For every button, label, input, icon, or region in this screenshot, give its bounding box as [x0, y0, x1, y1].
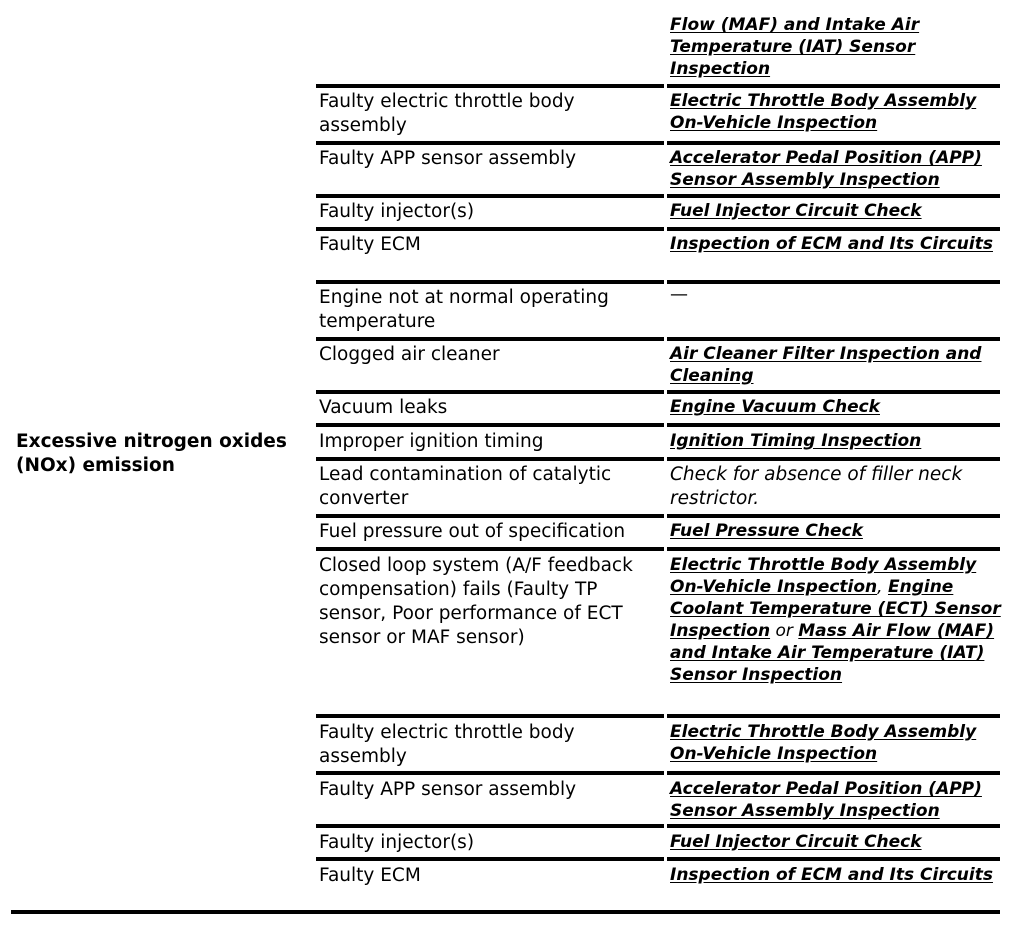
- row-divider: [667, 857, 1000, 861]
- ref-cell: [670, 721, 1010, 765]
- ref-cell: [670, 831, 1010, 853]
- row-divider: [667, 457, 1000, 461]
- row-divider: [667, 141, 1000, 145]
- cause-cell: Faulty injector(s): [319, 832, 475, 853]
- row-divider: [316, 84, 664, 88]
- ect-sensor-inspection-link[interactable]: Engine Coolant Temperature (ECT) Sensor Inspection: [670, 577, 1001, 641]
- ignition-timing-link[interactable]: Ignition Timing Inspection: [670, 431, 922, 451]
- row-divider: [667, 194, 1000, 198]
- row-divider: [316, 857, 664, 861]
- cause-cell: Faulty electric throttle body assembly: [319, 91, 575, 136]
- air-cleaner-inspection-link[interactable]: Air Cleaner Filter Inspection and Cleaning: [670, 344, 982, 386]
- ref-cell: [670, 520, 1010, 542]
- ref-cell: [670, 200, 1010, 222]
- app-sensor-inspection-link[interactable]: Accelerator Pedal Position (APP) Sensor Assembly Inspection: [670, 779, 982, 821]
- ref-cell: [670, 864, 1010, 886]
- app-sensor-inspection-link[interactable]: Accelerator Pedal Position (APP) Sensor Assembly Inspection: [670, 148, 982, 190]
- ref-cell-empty: —: [670, 284, 688, 305]
- injector-circuit-check-link[interactable]: Fuel Injector Circuit Check: [670, 201, 922, 221]
- table-bottom-rule: [11, 910, 1000, 914]
- cause-cell: Closed loop system (A/F feedback compensation) fails (Faulty TP sensor, Poor performance of ECT sensor or MAF sensor): [319, 555, 633, 648]
- row-divider: [667, 423, 1000, 427]
- condition-label: Excessive nitrogen oxides (NOx) emission: [16, 431, 287, 476]
- fuel-pressure-check-link[interactable]: Fuel Pressure Check: [670, 521, 863, 541]
- throttle-body-inspection-link[interactable]: Electric Throttle Body Assembly On-Vehicle Inspection: [670, 722, 977, 764]
- injector-circuit-check-link[interactable]: Fuel Injector Circuit Check: [670, 832, 922, 852]
- row-divider: [316, 423, 664, 427]
- row-divider: [316, 390, 664, 394]
- row-divider: [667, 514, 1000, 518]
- row-divider: [316, 824, 664, 828]
- ecm-inspection-link[interactable]: Inspection of ECM and Its Circuits: [670, 865, 993, 885]
- cause-cell: Improper ignition timing: [319, 431, 544, 452]
- maf-iat-inspection-link[interactable]: Flow (MAF) and Intake Air Temperature (IAT) Sensor Inspection: [670, 15, 920, 79]
- cause-cell: Faulty ECM: [319, 234, 421, 255]
- row-divider: [667, 547, 1000, 551]
- row-divider: [316, 194, 664, 198]
- row-divider: [316, 141, 664, 145]
- row-divider: [667, 337, 1000, 341]
- row-divider: [316, 514, 664, 518]
- row-divider: [316, 337, 664, 341]
- cause-cell: Faulty APP sensor assembly: [319, 148, 577, 169]
- ref-cell: [670, 233, 1010, 255]
- cause-cell: Faulty APP sensor assembly: [319, 779, 577, 800]
- maf-iat-inspection-link[interactable]: Mass Air Flow (MAF) and Intake Air Temperature (IAT) Sensor Inspection: [670, 621, 995, 685]
- ref-cell: [670, 778, 1010, 822]
- ref-cell: [670, 396, 1010, 418]
- cause-cell: Faulty electric throttle body assembly: [319, 722, 575, 767]
- row-divider: [316, 457, 664, 461]
- ecm-inspection-link[interactable]: Inspection of ECM and Its Circuits: [670, 234, 993, 254]
- row-divider: [316, 771, 664, 775]
- separator: ,: [877, 577, 883, 597]
- row-divider: [667, 771, 1000, 775]
- row-divider: [316, 547, 664, 551]
- ref-cell: [670, 147, 1010, 191]
- ref-cell: [670, 430, 1010, 452]
- row-divider: [667, 84, 1000, 88]
- row-divider: [667, 714, 1000, 718]
- separator: or: [775, 621, 793, 641]
- throttle-body-inspection-link[interactable]: Electric Throttle Body Assembly On-Vehicle Inspection: [670, 91, 977, 133]
- cause-cell: Clogged air cleaner: [319, 344, 500, 365]
- row-divider: [316, 227, 664, 231]
- row-divider: [667, 227, 1000, 231]
- throttle-body-inspection-link[interactable]: Electric Throttle Body Assembly On-Vehicle Inspection: [670, 555, 977, 597]
- cause-cell: Faulty injector(s): [319, 201, 475, 222]
- ref-cell-top: [670, 14, 1010, 80]
- ref-cell: [670, 343, 1010, 387]
- cause-cell: Lead contamination of catalytic converter: [319, 464, 612, 509]
- cause-cell: Fuel pressure out of specification: [319, 521, 626, 542]
- ref-note: Check for absence of filler neck restrictor.: [670, 464, 963, 509]
- cause-cell: Engine not at normal operating temperature: [319, 287, 609, 332]
- vacuum-check-link[interactable]: Engine Vacuum Check: [670, 397, 880, 417]
- row-divider: [316, 280, 664, 284]
- row-divider: [316, 714, 664, 718]
- row-divider: [667, 824, 1000, 828]
- row-divider: [667, 390, 1000, 394]
- ref-cell: [670, 90, 1010, 134]
- ref-cell-multi: [670, 554, 1010, 686]
- cause-cell: Faulty ECM: [319, 865, 421, 886]
- cause-cell: Vacuum leaks: [319, 397, 448, 418]
